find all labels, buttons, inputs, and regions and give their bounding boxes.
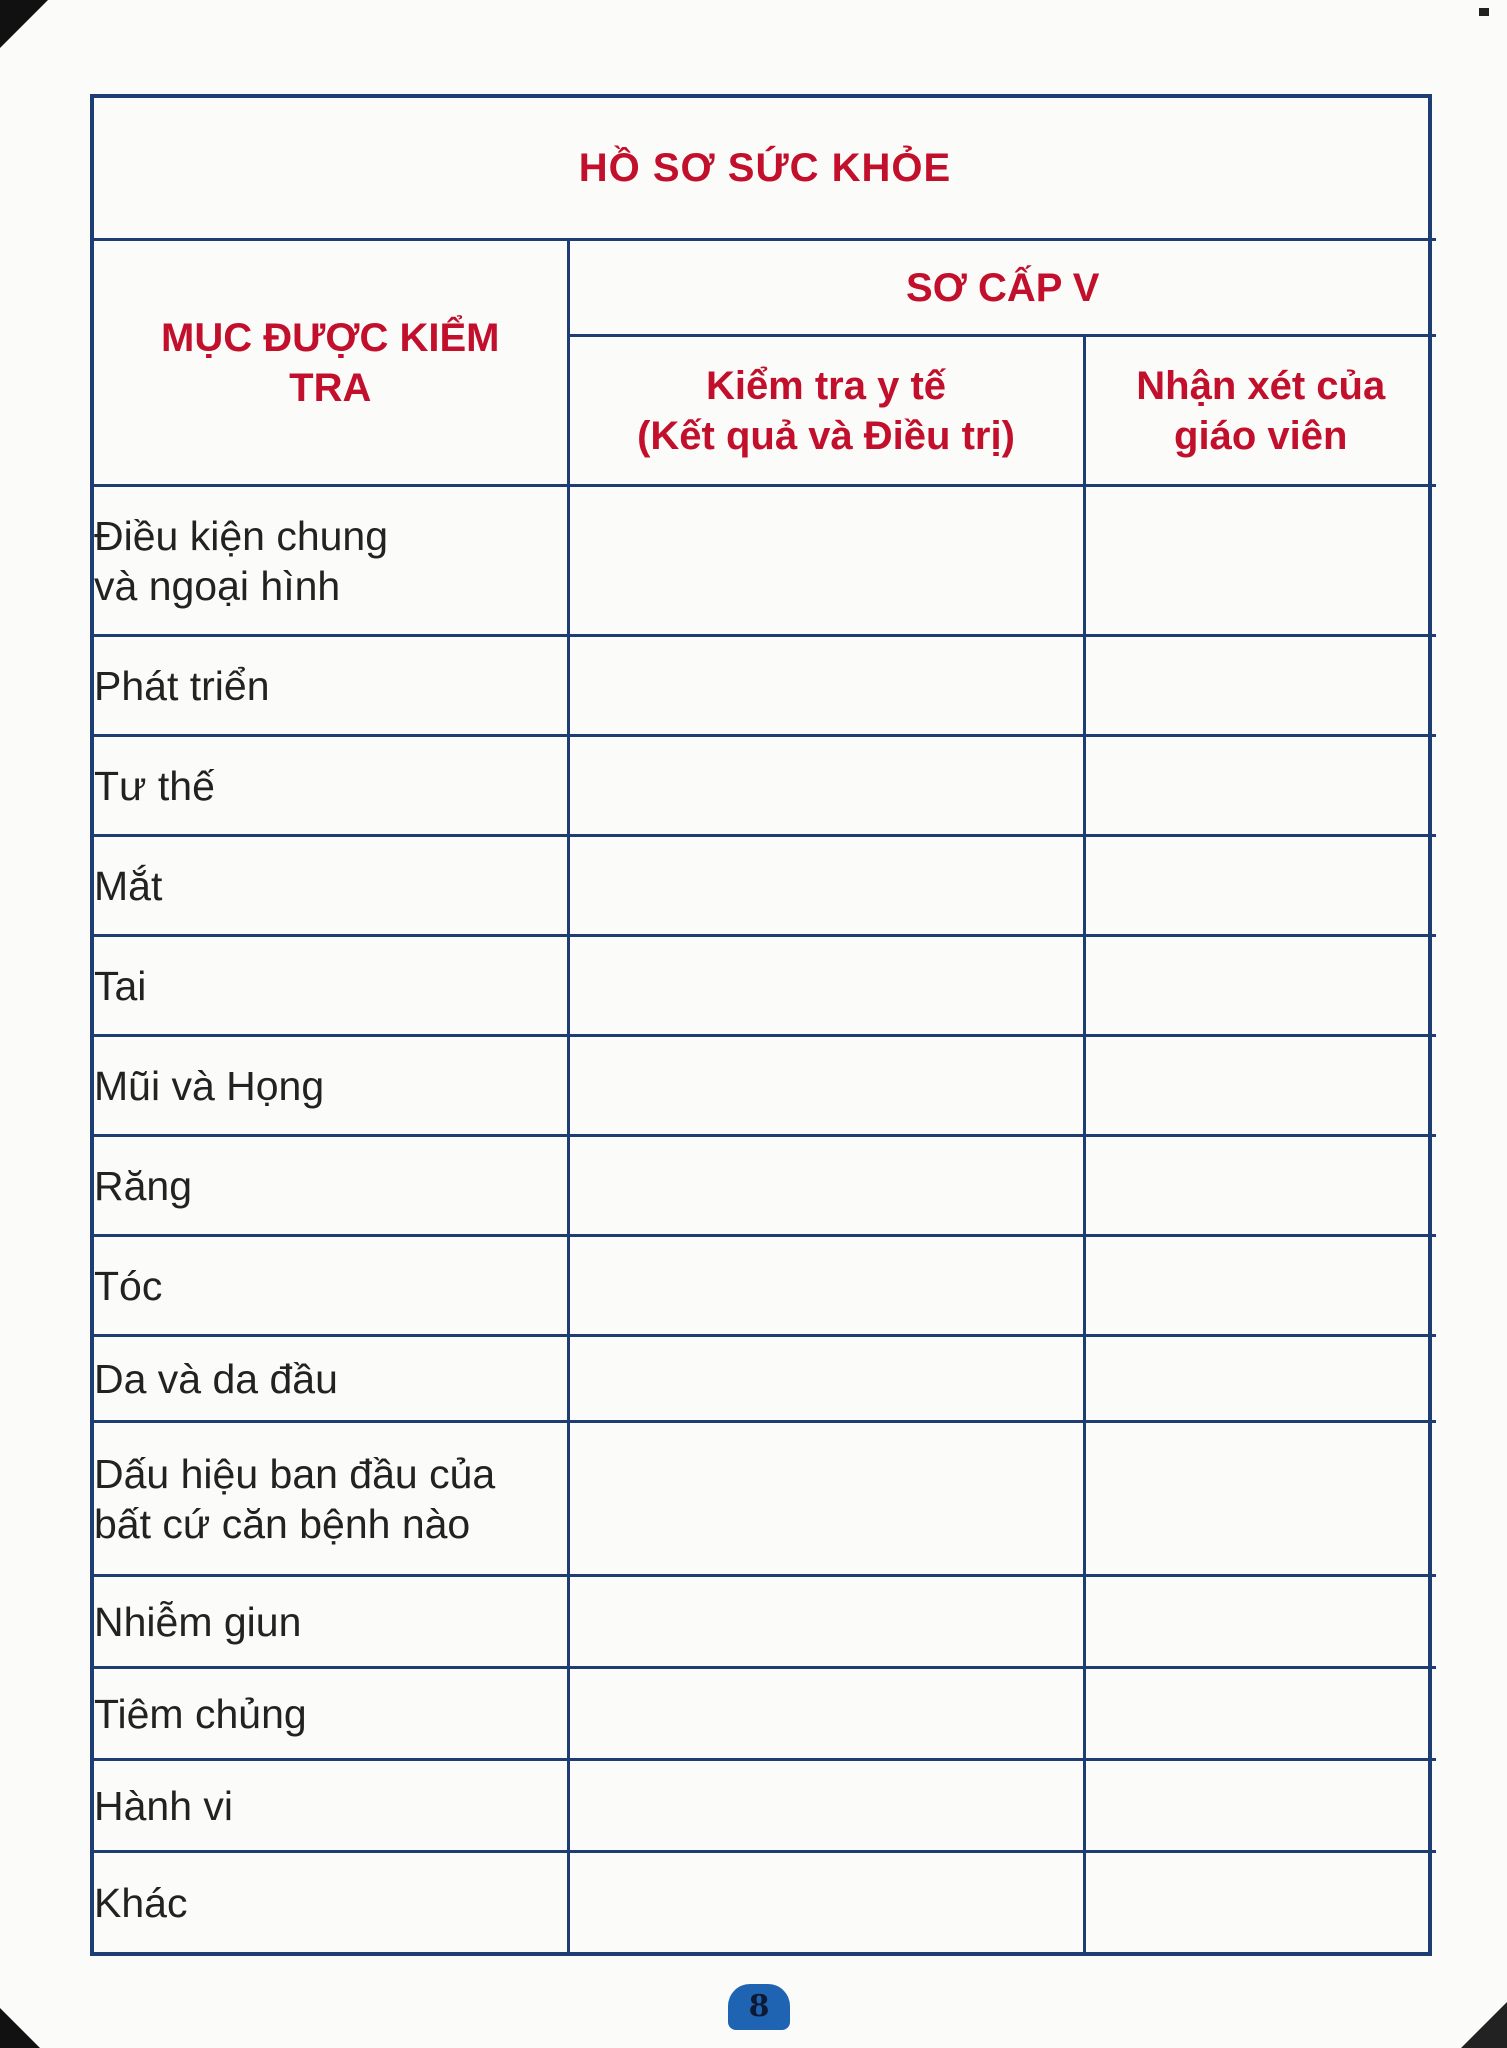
teacher-comment-cell[interactable] (1084, 1668, 1436, 1760)
teacher-comment-cell[interactable] (1084, 1576, 1436, 1668)
table-row (94, 1236, 1436, 1336)
level-header (568, 240, 1436, 336)
table-row (94, 1336, 1436, 1422)
teacher-header-line1: Nhận xét của (1136, 363, 1386, 408)
scan-corner-bottom-left (0, 2008, 40, 2048)
teacher-header-line2: giáo viên (1174, 413, 1348, 458)
table-title (94, 98, 1436, 240)
medical-result-cell[interactable] (568, 1336, 1084, 1422)
teacher-comment-cell[interactable] (1084, 486, 1436, 636)
row-label-teeth: Răng (94, 1136, 568, 1236)
medical-result-cell[interactable] (568, 1576, 1084, 1668)
table-row (94, 1576, 1436, 1668)
teacher-comment-cell[interactable] (1084, 1236, 1436, 1336)
teacher-comment-cell[interactable] (1084, 1036, 1436, 1136)
row-label-other: Khác (94, 1852, 568, 1952)
teacher-comment-cell[interactable] (1084, 1136, 1436, 1236)
health-record-table (94, 98, 1436, 1952)
medical-result-cell[interactable] (568, 1136, 1084, 1236)
medical-result-cell[interactable] (568, 836, 1084, 936)
medical-result-cell[interactable] (568, 936, 1084, 1036)
medical-result-cell[interactable] (568, 636, 1084, 736)
medical-result-cell[interactable] (568, 736, 1084, 836)
teacher-comment-cell[interactable] (1084, 1760, 1436, 1852)
scan-corner-top-left (0, 0, 48, 48)
medical-header-line2: (Kết quả và Điều trị) (637, 413, 1015, 458)
medical-result-cell[interactable] (568, 1852, 1084, 1952)
item-header-line1: MỤC ĐƯỢC KIỂM (161, 315, 500, 360)
teacher-comment-cell[interactable] (1084, 636, 1436, 736)
item-header-line2: TRA (289, 365, 372, 410)
row-label-eyes: Mắt (94, 836, 568, 936)
row-label-ears: Tai (94, 936, 568, 1036)
row-label-posture: Tư thế (94, 736, 568, 836)
row-label-worms: Nhiễm giun (94, 1576, 568, 1668)
medical-check-header (568, 336, 1084, 486)
teacher-comment-header (1084, 336, 1436, 486)
medical-header-line1: Kiểm tra y tế (705, 363, 947, 408)
row-label-general-condition (94, 486, 568, 636)
table-row (94, 836, 1436, 936)
scan-corner-bottom-right (1461, 2002, 1507, 2048)
table-row (94, 936, 1436, 1036)
medical-result-cell[interactable] (568, 1422, 1084, 1576)
row-label-line2: bất cứ căn bệnh nào (94, 1500, 471, 1547)
medical-result-cell[interactable] (568, 486, 1084, 636)
medical-result-cell[interactable] (568, 1760, 1084, 1852)
teacher-comment-cell[interactable] (1084, 836, 1436, 936)
row-label-line1: Dấu hiệu ban đầu của (94, 1450, 496, 1497)
table-row (94, 486, 1436, 636)
table-row (94, 636, 1436, 736)
scan-mark-top-right (1479, 8, 1489, 16)
row-label-vaccination: Tiêm chủng (94, 1668, 568, 1760)
health-record-sheet (90, 94, 1432, 1956)
teacher-comment-cell[interactable] (1084, 1336, 1436, 1422)
row-label-line1: Điều kiện chung (94, 512, 389, 559)
medical-result-cell[interactable] (568, 1236, 1084, 1336)
table-row (94, 1036, 1436, 1136)
table-row (94, 1422, 1436, 1576)
teacher-comment-cell[interactable] (1084, 1422, 1436, 1576)
row-label-development: Phát triển (94, 636, 568, 736)
row-label-skin-scalp: Da và da đầu (94, 1336, 568, 1422)
medical-result-cell[interactable] (568, 1668, 1084, 1760)
table-row (94, 736, 1436, 836)
table-row (94, 1852, 1436, 1952)
teacher-comment-cell[interactable] (1084, 736, 1436, 836)
table-title-text: HỒ SƠ SỨC KHỎE (578, 146, 952, 191)
medical-result-cell[interactable] (568, 1036, 1084, 1136)
item-column-header (94, 240, 568, 486)
row-label-behavior: Hành vi (94, 1760, 568, 1852)
row-label-nose-throat: Mũi và Họng (94, 1036, 568, 1136)
table-row (94, 1136, 1436, 1236)
table-row (94, 1760, 1436, 1852)
teacher-comment-cell[interactable] (1084, 936, 1436, 1036)
teacher-comment-cell[interactable] (1084, 1852, 1436, 1952)
table-row (94, 1668, 1436, 1760)
page-number-badge (728, 1984, 790, 2030)
level-header-text: SƠ CẤP V (906, 265, 1100, 310)
row-label-early-signs (94, 1422, 568, 1576)
row-label-line2: và ngoại hình (94, 562, 341, 609)
row-label-hair: Tóc (94, 1236, 568, 1336)
page-number: 8 (748, 1989, 770, 2024)
